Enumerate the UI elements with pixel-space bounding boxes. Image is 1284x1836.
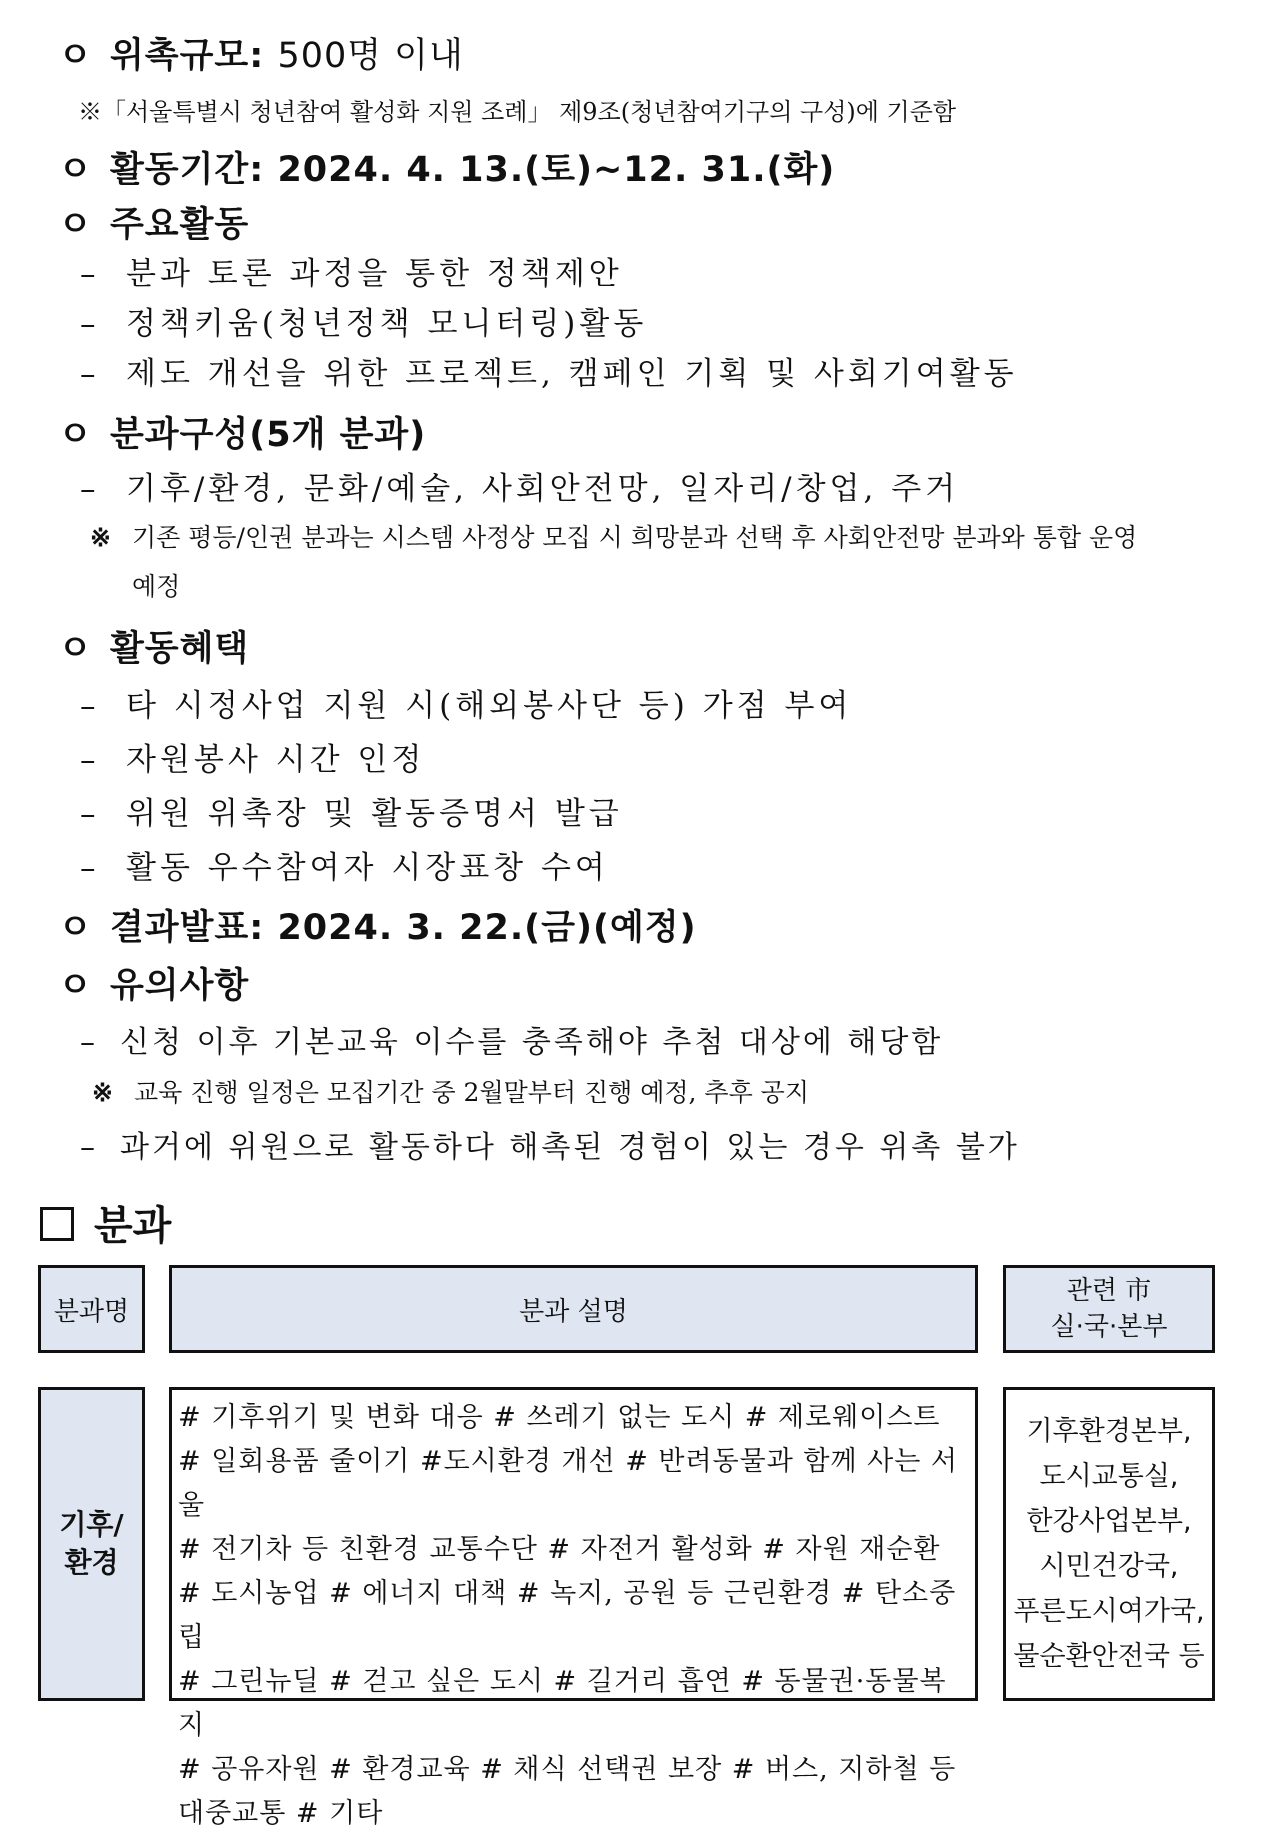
bullet-icon: ㅇ bbox=[58, 205, 93, 245]
list-item-text: 정책키움(청년정책 모니터링)활동 bbox=[126, 306, 648, 342]
bullet-icon: ㅇ bbox=[58, 150, 93, 190]
list-item bbox=[80, 348, 1018, 393]
result-heading bbox=[58, 900, 697, 950]
list-item bbox=[80, 463, 959, 508]
dash-icon: – bbox=[80, 850, 100, 886]
list-item-text: 제도 개선을 위한 프로젝트, 캠페인 기획 및 사회기여활동 bbox=[126, 356, 1018, 392]
divisions-heading bbox=[58, 407, 426, 457]
scale-label: 위촉규모: bbox=[110, 36, 265, 76]
cautions-note-text: 교육 진행 일정은 모집기간 중 2월말부터 진행 예정, 추후 공지 bbox=[134, 1078, 809, 1107]
bullet-icon: ㅇ bbox=[58, 908, 93, 948]
list-item-text: 자원봉사 시간 인정 bbox=[126, 742, 426, 778]
section-title-text: 분과 bbox=[94, 1203, 172, 1249]
divisions-note-text: 기존 평등/인권 분과는 시스템 사정상 모집 시 희망분과 선택 후 사회안전망 분과와 통합 운영 bbox=[132, 523, 1138, 552]
row-name-text: 기후/ 환경 bbox=[59, 1508, 124, 1579]
bullet-icon: ㅇ bbox=[58, 966, 93, 1006]
header-desc-text: 분과 설명 bbox=[519, 1296, 628, 1327]
list-item bbox=[80, 680, 852, 725]
divisions-label: 분과구성(5개 분과) bbox=[110, 415, 427, 455]
table-row-dept bbox=[1003, 1387, 1215, 1701]
main-activities-label: 주요활동 bbox=[110, 205, 250, 245]
cautions-label: 유의사항 bbox=[110, 966, 250, 1006]
list-item bbox=[80, 842, 609, 887]
list-item-text: 타 시정사업 지원 시(해외봉사단 등) 가점 부여 bbox=[126, 688, 853, 724]
bullet-icon: ㅇ bbox=[58, 415, 93, 455]
list-item-text: 활동 우수참여자 시장표창 수여 bbox=[126, 850, 609, 886]
scale-value: 500명 이내 bbox=[277, 36, 464, 76]
dash-icon: – bbox=[80, 796, 100, 832]
benefits-heading bbox=[58, 621, 249, 671]
divisions-note bbox=[90, 518, 1137, 554]
dash-icon: – bbox=[80, 688, 100, 724]
list-item bbox=[80, 298, 647, 343]
table-row-name bbox=[38, 1387, 145, 1701]
header-dept-text: 관련 市 실·국·본부 bbox=[1050, 1276, 1168, 1342]
dash-icon: – bbox=[80, 471, 100, 507]
list-item bbox=[80, 1017, 943, 1061]
result-label: 결과발표: bbox=[110, 908, 265, 948]
list-item bbox=[80, 1122, 1020, 1166]
benefits-label: 활동혜택 bbox=[110, 629, 250, 669]
table-header-dept bbox=[1003, 1265, 1215, 1353]
period-heading bbox=[58, 142, 835, 192]
period-label: 활동기간: bbox=[110, 150, 265, 190]
cautions-note bbox=[92, 1073, 809, 1109]
table-row-desc bbox=[169, 1387, 978, 1829]
list-item-text: 위원 위촉장 및 활동증명서 발급 bbox=[126, 796, 623, 832]
note-mark-icon: ※ bbox=[90, 523, 111, 552]
table-header-desc bbox=[169, 1265, 978, 1353]
list-item-text: 분과 토론 과정을 통한 정책제안 bbox=[126, 256, 623, 292]
list-item-text: 기후/환경, 문화/예술, 사회안전망, 일자리/창업, 주거 bbox=[126, 471, 960, 507]
result-value: 2024. 3. 22.(금)(예정) bbox=[277, 908, 697, 948]
scale-heading bbox=[58, 28, 464, 78]
checkbox-square-icon bbox=[40, 1207, 74, 1241]
header-name-text: 분과명 bbox=[53, 1296, 130, 1327]
dash-icon: – bbox=[80, 1025, 98, 1060]
row-dept-text: 기후환경본부, 도시교통실, 한강사업본부, 시민건강국, 푸른도시여가국, 물순환안전국 등 bbox=[1013, 1416, 1205, 1672]
dash-icon: – bbox=[80, 1130, 98, 1165]
dash-icon: – bbox=[80, 742, 100, 778]
dash-icon: – bbox=[80, 306, 100, 342]
dash-icon: – bbox=[80, 356, 100, 392]
list-item-text: 신청 이후 기본교육 이수를 충족해야 추첨 대상에 해당함 bbox=[120, 1025, 944, 1060]
section-title bbox=[40, 1194, 171, 1251]
cautions-heading bbox=[58, 958, 249, 1008]
list-item bbox=[80, 788, 623, 833]
row-desc-text: # 기후위기 및 변화 대응 # 쓰레기 없는 도시 # 제로웨이스트 # 일회용품 줄이기 #도시환경 개선 # 반려동물과 함께 사는 서울 # 전기차 등 친환경 교통수단 # 자전거 활성화 # 자원 재순환 # 도시농업 # 에너지 대책 # 녹지, 공원 등 근린환경 # 탄소중립 # 그린뉴딜 # 걷고 싶은 도시 # 길거리 흡연 # 동물권·동물복지 # 공유자원 # 환경교육 # 채식 선택권 보장 # 버스, 지하철 등 대중교통 # 기타 bbox=[178, 1402, 958, 1829]
scale-note: ※「서울특별시 청년참여 활성화 지원 조례」 제9조(청년참여기구의 구성)에 기준함 bbox=[78, 98, 957, 126]
list-item bbox=[80, 734, 425, 779]
list-item bbox=[80, 248, 623, 293]
period-value: 2024. 4. 13.(토)~12. 31.(화) bbox=[277, 150, 836, 190]
divisions-note-cont: 예정 bbox=[132, 572, 181, 601]
bullet-icon: ㅇ bbox=[58, 629, 93, 669]
note-mark-icon: ※ bbox=[92, 1078, 113, 1107]
table-header-name bbox=[38, 1265, 145, 1353]
main-activities-heading bbox=[58, 197, 249, 247]
list-item-text: 과거에 위원으로 활동하다 해촉된 경험이 있는 경우 위촉 불가 bbox=[120, 1130, 1020, 1165]
dash-icon: – bbox=[80, 256, 100, 292]
bullet-icon: ㅇ bbox=[58, 36, 93, 76]
